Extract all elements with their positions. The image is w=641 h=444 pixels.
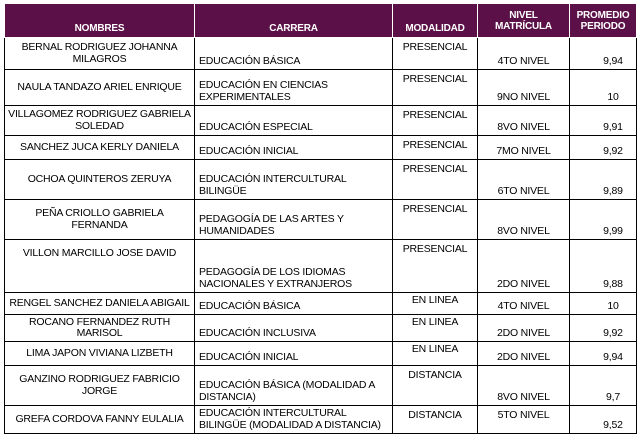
cell-nombre: GREFA CORDOVA FANNY EULALIA xyxy=(5,406,195,434)
cell-promedio xyxy=(570,160,637,200)
promedio-value: 9,92 xyxy=(603,144,623,157)
students-table-container xyxy=(4,4,636,434)
header-carrera: CARRERA xyxy=(195,4,393,38)
cell-nivel: 8VO NIVEL xyxy=(478,366,570,406)
cell-carrera: EDUCACIÓN INTERCULTURAL BILINGÜE (MODALIDAD A DISTANCIA) xyxy=(195,406,393,434)
cell-carrera: EDUCACIÓN INTERCULTURAL BILINGÜE xyxy=(195,160,393,200)
cell-promedio xyxy=(570,406,637,434)
cell-nombre: ROCANO FERNANDEZ RUTH MARISOL xyxy=(5,315,195,342)
table-row xyxy=(5,240,637,293)
header-nombres: NOMBRES xyxy=(5,4,195,38)
cell-carrera: EDUCACIÓN EN CIENCIAS EXPERIMENTALES xyxy=(195,70,393,106)
table-row xyxy=(5,160,637,200)
promedio-value: 9,52 xyxy=(603,418,623,431)
table-row xyxy=(5,70,637,106)
table-header xyxy=(5,4,637,38)
table-row xyxy=(5,200,637,240)
header-nivel-matricula xyxy=(478,4,570,38)
cell-promedio xyxy=(570,38,637,70)
cell-modalidad: PRESENCIAL xyxy=(393,38,478,70)
cell-carrera: EDUCACIÓN ESPECIAL xyxy=(195,106,393,136)
header-modalidad: MODALIDAD xyxy=(393,4,478,38)
cell-carrera: EDUCACIÓN BÁSICA (MODALIDAD A DISTANCIA) xyxy=(195,366,393,406)
header-promedio-periodo xyxy=(570,4,637,38)
cell-promedio xyxy=(570,315,637,342)
cell-modalidad: EN LINEA xyxy=(393,342,478,366)
table-row xyxy=(5,315,637,342)
cell-nivel: 7MO NIVEL xyxy=(478,136,570,160)
cell-nombre: VILLON MARCILLO JOSE DAVID xyxy=(5,240,195,293)
table-row xyxy=(5,293,637,315)
cell-nivel: 2DO NIVEL xyxy=(478,240,570,293)
cell-promedio xyxy=(570,200,637,240)
header-promedio-line1: PROMEDIO xyxy=(576,10,630,21)
cell-modalidad: EN LINEA xyxy=(393,315,478,342)
cell-modalidad: DISTANCIA xyxy=(393,366,478,406)
cell-nombre: GANZINO RODRIGUEZ FABRICIO JORGE xyxy=(5,366,195,406)
table-row xyxy=(5,366,637,406)
header-promedio-line2: PERIODO xyxy=(580,21,626,32)
cell-modalidad: DISTANCIA xyxy=(393,406,478,434)
cell-nivel: 2DO NIVEL xyxy=(478,342,570,366)
cell-carrera: EDUCACIÓN BÁSICA xyxy=(195,293,393,315)
cell-promedio xyxy=(570,106,637,136)
promedio-value: 9,89 xyxy=(603,184,623,197)
cell-nivel: 9NO NIVEL xyxy=(478,70,570,106)
promedio-value: 9,99 xyxy=(603,224,623,237)
cell-modalidad: PRESENCIAL xyxy=(393,200,478,240)
table-row xyxy=(5,406,637,434)
promedio-value: 9,7 xyxy=(606,390,620,403)
cell-nivel: 4TO NIVEL xyxy=(478,293,570,315)
cell-nombre: BERNAL RODRIGUEZ JOHANNA MILAGROS xyxy=(5,38,195,70)
cell-nivel: 5TO NIVEL xyxy=(478,406,570,434)
cell-nombre: OCHOA QUINTEROS ZERUYA xyxy=(5,160,195,200)
cell-carrera: EDUCACIÓN INICIAL xyxy=(195,136,393,160)
promedio-value: 9,94 xyxy=(603,350,623,363)
promedio-value: 10 xyxy=(607,299,619,312)
promedio-value: 9,92 xyxy=(603,326,623,339)
cell-promedio xyxy=(570,136,637,160)
cell-modalidad: EN LINEA xyxy=(393,293,478,315)
cell-carrera: EDUCACIÓN BÁSICA xyxy=(195,38,393,70)
cell-promedio xyxy=(570,366,637,406)
table-row xyxy=(5,38,637,70)
cell-promedio xyxy=(570,70,637,106)
cell-carrera: PEDAGOGÍA DE LOS IDIOMAS NACIONALES Y EXTRANJEROS xyxy=(195,240,393,293)
cell-modalidad: PRESENCIAL xyxy=(393,70,478,106)
header-nivel-line1: NIVEL xyxy=(509,10,538,21)
cell-modalidad: PRESENCIAL xyxy=(393,106,478,136)
promedio-value: 9,94 xyxy=(603,54,623,67)
table-body xyxy=(5,38,637,434)
header-nivel-line2: MATRÍCULA xyxy=(495,21,552,32)
cell-nivel: 6TO NIVEL xyxy=(478,160,570,200)
promedio-value: 9,88 xyxy=(603,277,623,290)
cell-nivel: 8VO NIVEL xyxy=(478,200,570,240)
cell-nombre: NAULA TANDAZO ARIEL ENRIQUE xyxy=(5,70,195,106)
table-row xyxy=(5,342,637,366)
cell-nivel: 8VO NIVEL xyxy=(478,106,570,136)
students-table xyxy=(4,4,637,434)
cell-modalidad: PRESENCIAL xyxy=(393,136,478,160)
table-row xyxy=(5,136,637,160)
promedio-value: 9,91 xyxy=(603,120,623,133)
cell-carrera: PEDAGOGÍA DE LAS ARTES Y HUMANIDADES xyxy=(195,200,393,240)
cell-promedio xyxy=(570,342,637,366)
cell-nivel: 4TO NIVEL xyxy=(478,38,570,70)
cell-promedio xyxy=(570,293,637,315)
table-row xyxy=(5,106,637,136)
cell-nombre: VILLAGOMEZ RODRIGUEZ GABRIELA SOLEDAD xyxy=(5,106,195,136)
cell-nombre: SANCHEZ JUCA KERLY DANIELA xyxy=(5,136,195,160)
cell-nombre: PEÑA CRIOLLO GABRIELA FERNANDA xyxy=(5,200,195,240)
cell-nombre: LIMA JAPON VIVIANA LIZBETH xyxy=(5,342,195,366)
header-row xyxy=(5,4,637,38)
cell-modalidad: PRESENCIAL xyxy=(393,160,478,200)
cell-promedio xyxy=(570,240,637,293)
cell-modalidad: PRESENCIAL xyxy=(393,240,478,293)
promedio-value: 10 xyxy=(607,90,619,103)
cell-nombre: RENGEL SANCHEZ DANIELA ABIGAIL xyxy=(5,293,195,315)
cell-carrera: EDUCACIÓN INCLUSIVA xyxy=(195,315,393,342)
cell-nivel: 2DO NIVEL xyxy=(478,315,570,342)
cell-carrera: EDUCACIÓN INICIAL xyxy=(195,342,393,366)
